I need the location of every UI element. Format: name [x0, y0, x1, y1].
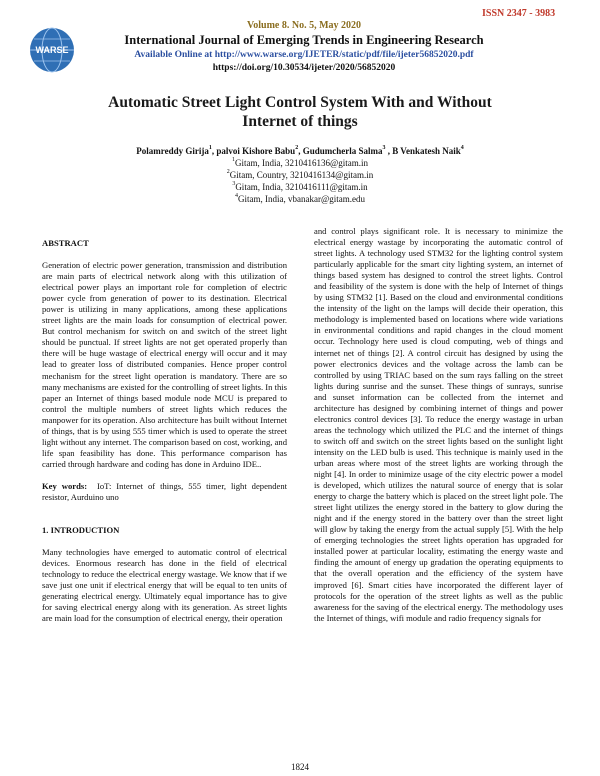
author-separator: ,	[298, 146, 303, 156]
affiliation-mark: 1	[231, 157, 235, 163]
page-number: 1824	[291, 762, 309, 772]
volume-info: Volume 8. No. 5, May 2020	[246, 20, 362, 31]
introduction-text: Many technologies have emerged to automatic control of electrical devices. Enormous research has done in the field of electrical technology to reduce the electrical energy wastage. We know that if we save just one unit if electrical energy that will be equal to ten units of generating electrical energy. Ultimately equal importance has to give for saving electrical energy along with its generation. As street lights are main load for the consumption of electrical energy, their operation	[42, 547, 287, 624]
introduction-heading: 1. INTRODUCTION	[42, 525, 120, 536]
issn-label: ISSN 2347 - 3983	[482, 8, 556, 19]
keywords-text: IoT: Internet of things, 555 timer, light dependent resistor, Aurduino uno	[42, 480, 287, 502]
paper-title-line: Automatic Street Light Control System With and Without	[108, 94, 492, 111]
journal-title: International Journal of Emerging Trends in Engineering Research	[124, 33, 484, 47]
abstract-heading: ABSTRACT	[42, 238, 89, 248]
affiliation	[150, 158, 450, 168]
keywords-label: Key words:	[42, 480, 88, 491]
logo-text: WARSE	[35, 45, 69, 55]
paper-title	[90, 93, 510, 131]
affiliation-mark: 4	[235, 193, 238, 199]
journal-logo	[28, 26, 76, 74]
affiliation-mark: 2	[226, 169, 230, 175]
right-column	[314, 226, 563, 624]
author-name: Gudumcherla Salma	[302, 146, 383, 156]
affiliation-text: Gitam, India, vbanakar@gitam.edu	[238, 194, 365, 204]
affiliation	[150, 170, 450, 180]
affiliation-mark: 2	[295, 145, 299, 151]
affiliation-text: Gitam, India, 3210416111@gitam.in	[235, 182, 368, 192]
author-list	[40, 146, 560, 156]
introduction-continued-text: and control plays significant role. It is necessary to minimize the electrical energy wastage by incorporating the automatic control of street lights. A technology used STM32 for the lighting control system particularly applicable for the smart city lighting system, an internet of things based system has designed to control the street lights. Control and feasibility of the system is done with the help of Internet of things by using STM32 [1]. Based on the cloud and environmental conditions the intensity of the light on the lamps will decide their operation, this methodology is implemented based on locations where wide variations in environmental conditions and rapid changes in the cloud moment occur. Technology here used is cloud computing, web of things and internet net of things [2]. A control circuit has designed by using the power electronics devices and the voltage across the lamb can be controlled by using TRIAC based on the sum rays falling on the street lights during sunrise and the sunset. These things of sunrays, sunrise and sunset information can be collected from the internet and architecture has designed by combining internet of things and power electronics control devices [3]. To reduce the energy wastage in urban areas the technology which utilized the PLC and the internet of things to switch off and switch on the street lights based on the sunlight light intensity on the LED bulb is used. This technique is mainly used in the urban areas where most of the street lights are working through the night [4]. In order to minimize usage of the city electric power a model is developed, which utilizes the natural source of energy that is solar energy to charge the battery which is placed on the street light pole. The street light utilizes the energy stored in the battery to glow during the night and if the energy stored in the battery over than the street light will glow by taking the energy from the actual supply [5]. With the help of emerging technologies the street lights operation has upgraded for installed power at particular locality, estimating the energy waste and finding the amount of energy up gradation the operating equipments to that the overall operation and the efficiency of the system have improved [6]. Smart cities have incorporated the different layer of protocols for the operation of the street lights as well as the public awareness for the saving of the electrical energy. The methodology uses the Internet of things, wifi module and radio frequency signals for	[314, 226, 563, 623]
affiliation-mark: 3	[382, 145, 386, 151]
left-column	[42, 238, 287, 624]
keywords	[42, 481, 287, 503]
author-name: B Venkatesh Naik	[392, 146, 461, 156]
affiliation	[150, 194, 450, 204]
affiliation-mark: 1	[208, 145, 212, 151]
available-online-link[interactable]: Available Online at http://www.warse.org/IJETER/static/pdf/file/ijeter56852020.pdf	[134, 50, 474, 60]
affiliation-text: Gitam, India, 3210416136@gitam.in	[234, 158, 369, 168]
doi-link[interactable]: https://doi.org/10.30534/ijeter/2020/56852020	[212, 63, 396, 73]
author-separator: ,	[211, 146, 217, 156]
author-separator: ,	[385, 146, 393, 156]
author-name: palvoi Kishore Babu	[216, 146, 296, 156]
affiliation	[150, 182, 450, 192]
abstract-text: Generation of electric power generation, transmission and distribution are main parts of electrical network along with this utilization of electrical power plays an important role for completion of electric power cycle from generation of power to its destination. Electrical power is utilizing in many applications, among these applications street lights are the main loads for consumption of electrical power. But control mechanism for switch on and switch of the street light should be punctual. If street lights are not get operated properly than there will be huge wastage of electrical energy will occur and it may lead to greater loss of distributed companies. Hence proper control mechanism for the street light operation is mandatory. There are so many mechanisms are existed for the controlling of street lights. In this paper an Internet of things based module node MCU is prepared to control the multiple numbers of street lights which reduces the manpower for its operation. Also architecture has built without Internet of things, that is by using 555 timer which is used to operate the street light without any internet. The comparison based on cost, working, and life span feasibility has done. This performance comparison has carried through hardware and coding has done in Arduino IDE..	[42, 260, 287, 469]
paper-title-line: Internet of things	[242, 113, 358, 130]
affiliation-mark: 4	[460, 145, 464, 151]
affiliation-mark: 3	[232, 181, 236, 187]
author-name: Polamreddy Girija	[136, 146, 209, 156]
affiliation-text: Gitam, Country, 3210416134@gitam.in	[229, 170, 374, 180]
